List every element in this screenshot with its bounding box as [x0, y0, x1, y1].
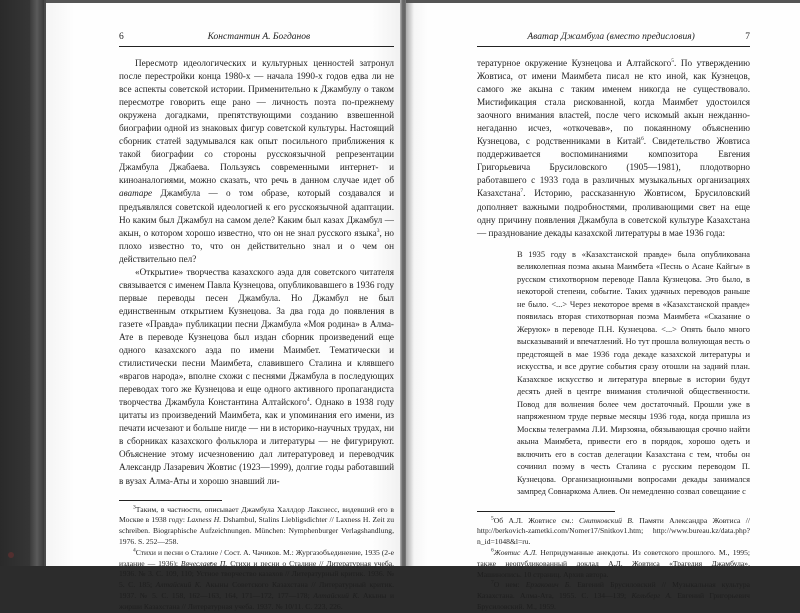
footnote-5: $^5$Об А.Л. Жовтисе см.: Снитковский В. Памяти Александра Жовтиса // http://berkovich-zametki.com/Nomer17/Snitkov1.htm; http://www.bureau.kz/data.php?n_id=1048&l=ru. [477, 515, 750, 547]
footnote-4: $^4$Стихи и песни о Сталине / Сост. А. Чачиков. М.: Жургазобъединение, 1935 (2-е издание — 1936); Вячеславов П. Стихи и песни о Сталине // Литературная учеба. 1936. № 3. С. 109, 110; Устное творчество казахов // Литературный критик. 1936. № 5. С. 185; Алтайский К. Акыны Советского Казахстана // Литературный критик. 1937. № 5. С. 158, 162—163, 164, 171—172, 177—178; Алтайский К. Акыны и жирши Казахстана // Литературная учеба. 1937. № 10/11. С. 223, 226. [119, 547, 395, 611]
paragraph: тературное окружение Кузнецова и Алтайского$^5$. По утверждению Жовтиса, от имени Маимбета писал не кто иной, как Кузнецов, самого же акына с таким именем никогда не существовало. Мистификация стала рискованной, когда Маимбет удостоился заочного внимания властей, после чего искомый акын нежданно-негаданно исчез, «откочевав», по покаянному объяснению Кузнецова, с родственниками в Китай$^6$. Свидетельство Жовтиса поддерживается воспоминаниями композитора Евгения Григорьевича Брусиловского (1905—1981), плодотворно работавшего с 1933 года в различных музыкальных организациях Казахстана$^7$. Историю, рассказанную Жовтисом, Брусиловский дополняет важными подробностями, проливающими свет на еще одну причину появления Джамбула в советской культуре Казахстана — празднование декады казахской литературы в мае 1936 года: [477, 57, 751, 238]
footnote-ref-5[interactable]: 5 [671, 57, 675, 64]
right-page-content [477, 32, 750, 613]
gutter-shadow [404, 0, 414, 566]
footnote-ref-6[interactable]: 6 [640, 136, 644, 143]
paragraph: Пересмотр идеологических и культурных ценностей затронул после перестройки конца 1980-х — начала 1990-х годов едва ли не все аспекты советской истории. Применительно к Джамбулу о таком пересмотре говорить еще рано — личность поэта по-прежнему окружена догадками, препятствующими созданию взвешенной биографии одной из знаковых фигур советской культуры. Настоящий сборник статей задумывался как опыт посильного приближения к такой биографии со стороны русскоязычной репрезентации Джамбула Джабаева. Пользуясь современными интернет- и киноаналогиями, можно сказать, что речь в данном случае идет об аватаре Джамбула — о том образе, который создавался и предъявлялся советской идеологией к его русскоязычной адаптации. Но каким был Джамбул на самом деле? Каким был казах Джамбул — акын, о котором хорошо известно, что он не знал русского языка$^3$, но плохо известно то, что он действительно знал и о чем он действительно пел? [119, 58, 394, 264]
footnote-7: $^7$О нем: Ерзакович Б. Евгений Брусиловский // Музыкальная культура Казахстана. Алма-Ата, 1955. С. 134—139; Кельберг А. Евгений Григорьевич Брусиловский. М., 1959. [477, 579, 750, 612]
page-number-left: 6 [119, 32, 124, 42]
paragraph: «Открытие» творчества казахского аэда для советского читателя связывается с именем Павла Кузнецова, опубликовавшего в 1936 году первые переводы песен Джамбула. Но Джамбул не был единственным открытием Кузнецова. За два года до появления в газете «Правда» публикации песни Джамбула «Моя родина» в Алма-Ате в переводе Кузнецова был издан сборник произведений еще одного казахского аэда по имени Маимбет. Тематически и стилистически песни Маимбета, славившего Сталина и клявшего «врагов народа», вполне схожи с песнями Джамбула в последующих переводах того же Кузнецова и еще одного активного пропагандиста творчества Джамбула Константина Алтайского$^4$. Однако в 1938 году цитаты из произведений Маимбета, как и упоминания его имени, из печати исчезают и больше нигде — ни в историко-научных трудах, ни в сборниках казахского фольклора и литературы — не фигурируют. Объяснение этому исчезновению дал литературовед и переводчик Александр Лазаревич Жовтис (1923—1999), долгие годы работавший в вузах Алма-Аты и хорошо знавший ли- [119, 266, 394, 486]
footnote-6: $^6$Жовтис А.Л. Непридуманные анекдоты. Из советского прошлого. М., 1995; также неопубликованный доклад А.Л. Жовтиса «Трагедия Джамбула». Машинопись. 10 страниц. Архив автора. [477, 547, 751, 579]
left-running-head [119, 32, 394, 47]
footnote-divider [119, 500, 222, 501]
page-number-right: 7 [745, 32, 750, 42]
right-body-text [477, 57, 750, 240]
left-page-content [119, 32, 394, 613]
running-head-author: Константин А. Богданов [207, 32, 311, 42]
library-stamp-mark [8, 552, 14, 558]
right-footnotes [477, 516, 750, 613]
left-footnotes [119, 505, 394, 613]
block-quote: В 1935 году в «Казахстанской правде» была опубликована великолепная поэма акына Маимбета «Песнь о Асане Кайгы» в русском стихотворном переводе Павла Кузнецова. Это было, в некоторой степени, событие. Таких удачных переводов раньше не было. <...> Через некоторое время в «Казахстанской правде» появилась вторая стихотворная поэма Маимбета «Сказание о Жеруюк» в переводе П.Н. Кузнецова. <...> Опять было много высказываний и впечатлений. Но тут прошла волнующая весть о предстоящей в мае 1936 года декаде казахской литературы и искусства, и все другие события сразу отошли на задний план. Казахское искусство и литература впервые в истории будут десять дней в центре внимания столичной общественности. Повод для волнения более чем достаточный. Прошли уже в напряженном труде первые месяцы 1936 года, когда пришла из Москвы телеграмма Л.И. Мирзояна, обязывающая срочно найти акына Маимбета, привести его в порядок, хорошо одеть и включить его в состав делегации Казахстана с тем, чтобы он сочинил поэму в честь Сталина с русским переводом П. Кузнецова. Организационными вопросами декады занимался зампред Совнаркома Алиев. Он немедленно созвал совещание с [517, 249, 750, 497]
footnote-ref-7[interactable]: 7 [520, 188, 524, 195]
emphasis-avatar: аватаре [119, 188, 153, 199]
footnote-divider [477, 511, 615, 512]
footnote-ref-4[interactable]: 4 [306, 397, 310, 404]
footnote-ref-3[interactable]: 3 [376, 227, 380, 234]
running-head-title: Аватар Джамбула (вместо предисловия) [527, 32, 695, 42]
left-body-text [119, 57, 394, 488]
book-edge [30, 0, 44, 566]
footnote-3: $^3$Таким, в частности, описывает Джамбула Халлдор Лакснесс, видевший его в Москве в 1938 году: Laxness H. Dshambul, Stalins Liebligsdichter // Laxness H. Zeit zu schreiben. Biographische Aufzeichnungen. München: Nymphenburger Verlagshandlung, 1976. S. 252—258. [119, 504, 394, 546]
right-running-head [477, 32, 750, 47]
